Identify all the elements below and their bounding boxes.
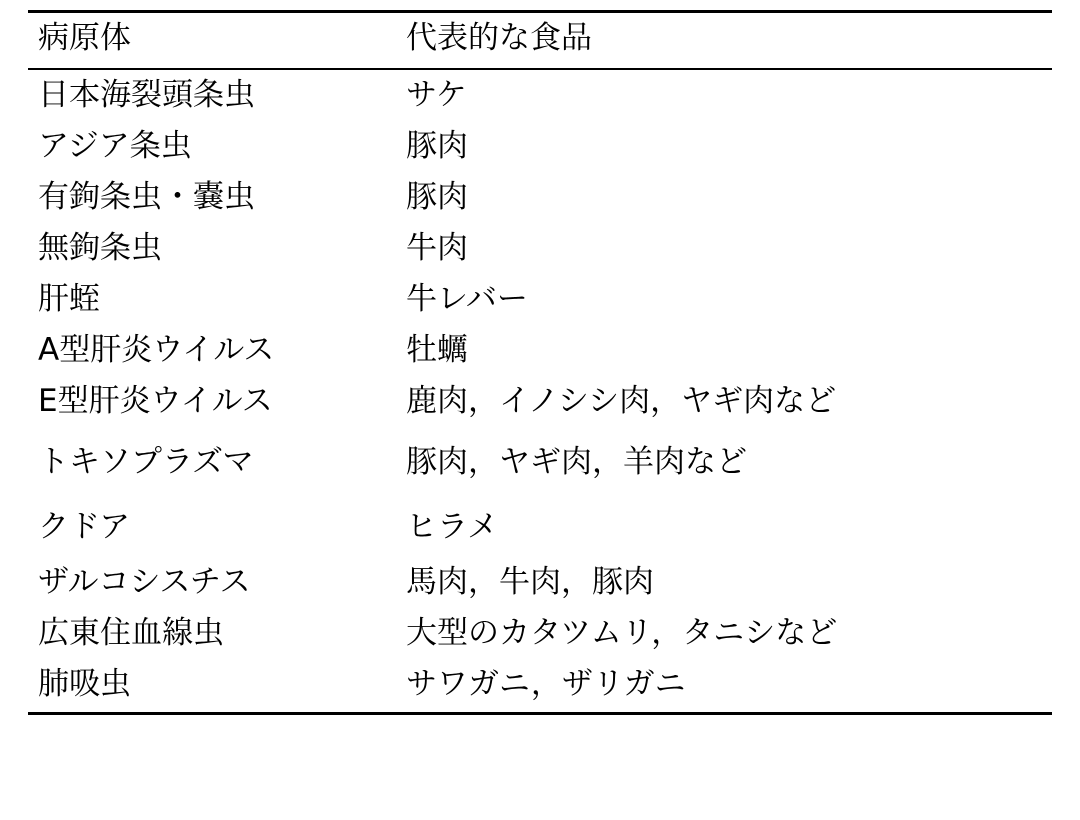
- table-row: [28, 172, 1052, 223]
- table-row: [28, 427, 1052, 492]
- table-row: [28, 223, 1052, 274]
- cell-pathogen: 有鉤条虫・嚢虫: [38, 179, 255, 215]
- cell-pathogen: 広東住血線虫: [38, 615, 224, 651]
- cell-food: 牛レバー: [406, 281, 528, 317]
- table-row: [28, 608, 1052, 659]
- cell-food: 豚肉: [406, 179, 468, 215]
- pathogen-food-table: [28, 10, 1052, 712]
- cell-pathogen: E型肝炎ウイルス: [38, 383, 273, 419]
- cell-pathogen: アジア条虫: [38, 128, 192, 164]
- cell-food: サケ: [406, 77, 467, 113]
- cell-food: 牛肉: [406, 230, 468, 266]
- cell-pathogen: 無鉤条虫: [38, 230, 162, 266]
- column-header-food: 代表的な食品: [396, 12, 1052, 70]
- cell-food: 豚肉: [406, 128, 468, 164]
- cell-pathogen: トキソプラズマ: [38, 444, 254, 480]
- table-header: [28, 12, 1052, 70]
- table-bottom-rule: [28, 712, 1052, 715]
- table-row: [28, 557, 1052, 608]
- table-header-row: [28, 12, 1052, 70]
- table-row: [28, 69, 1052, 121]
- cell-pathogen: クドア: [38, 509, 131, 545]
- cell-food: 馬肉，牛肉，豚肉: [406, 564, 654, 600]
- table-row: [28, 659, 1052, 712]
- cell-pathogen: 肺吸虫: [38, 666, 131, 702]
- cell-pathogen: 肝蛭: [38, 281, 100, 317]
- cell-food: 大型のカタツムリ，タニシなど: [406, 615, 838, 651]
- table-row: [28, 376, 1052, 427]
- cell-food: ヒラメ: [406, 509, 499, 545]
- document-page: [0, 10, 1080, 820]
- cell-pathogen: ザルコシスチス: [38, 564, 251, 600]
- table-row: [28, 325, 1052, 376]
- column-header-pathogen: 病原体: [28, 12, 396, 70]
- table-row: [28, 492, 1052, 557]
- cell-food: 牡蠣: [406, 332, 468, 368]
- cell-food: 豚肉，ヤギ肉，羊肉など: [406, 444, 747, 480]
- cell-pathogen: 日本海裂頭条虫: [38, 77, 255, 113]
- table-body: [28, 69, 1052, 712]
- table-row: [28, 121, 1052, 172]
- cell-food: サワガニ，ザリガニ: [406, 666, 686, 702]
- table-row: [28, 274, 1052, 325]
- cell-food: 鹿肉，イノシシ肉，ヤギ肉など: [406, 383, 837, 419]
- cell-pathogen: A型肝炎ウイルス: [38, 332, 275, 368]
